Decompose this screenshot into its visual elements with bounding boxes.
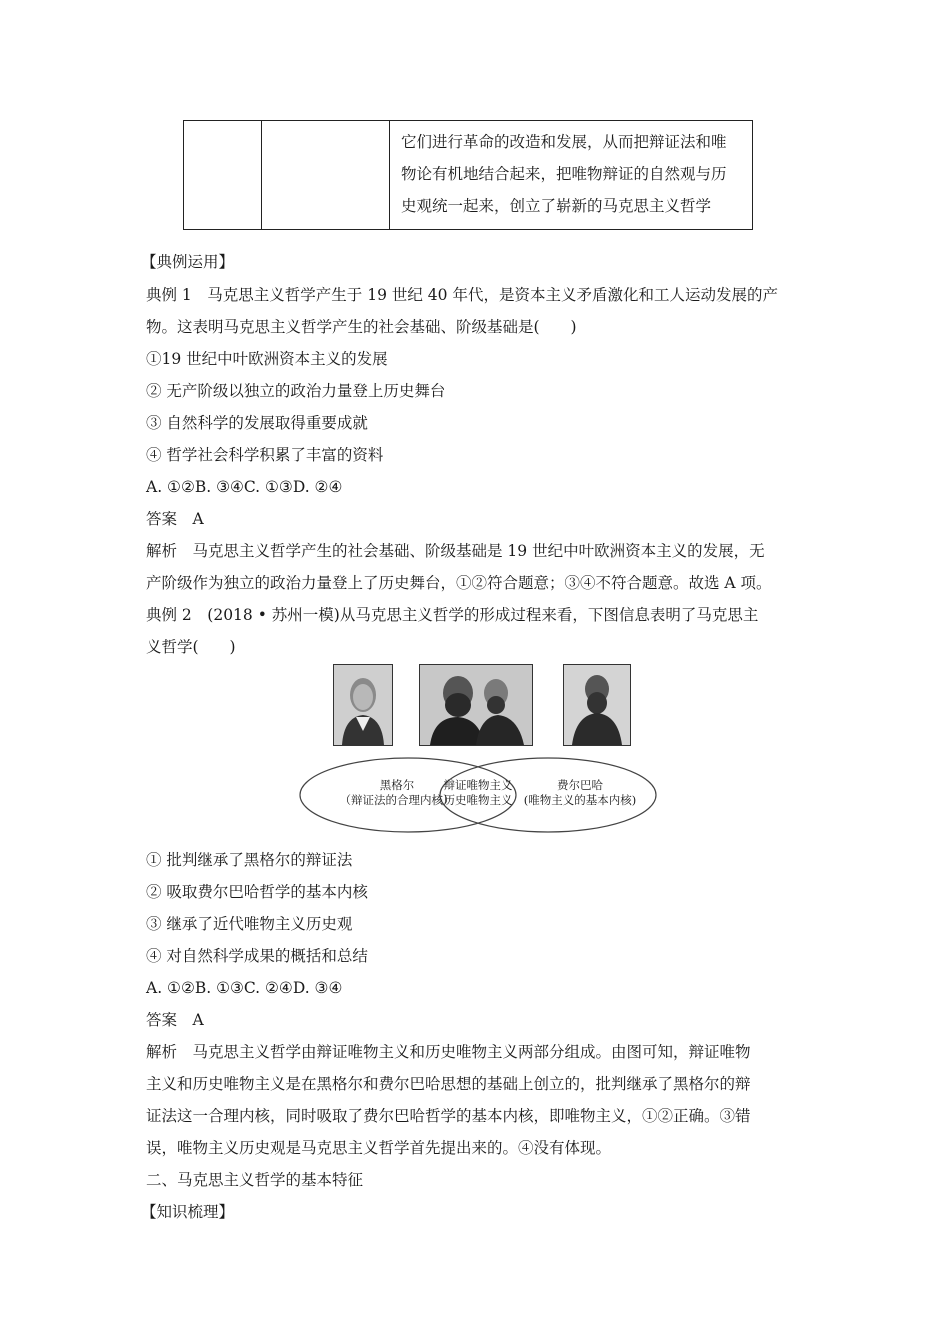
venn-overlap-label [434,778,522,808]
hegel-sub: （辩证法的合理内核） [339,793,455,807]
venn-right-label [510,778,650,808]
hegel-portrait-image [333,664,393,746]
example2-option-2: ② 吸取费尔巴哈哲学的基本内核 [146,883,368,901]
example2-analysis-line2: 主义和历史唯物主义是在黑格尔和费尔巴哈思想的基础上创立的，批判继承了黑格尔的辩 [146,1075,751,1093]
example1-option-4: ④ 哲学社会科学积累了丰富的资料 [146,446,384,464]
feuerbach-portrait-image [563,664,631,746]
example2-option-3: ③ 继承了近代唯物主义历史观 [146,915,353,933]
example2-choices: A. ①②B. ①③C. ②④D. ③④ [146,979,343,997]
feuerbach-sub: (唯物主义的基本内核) [523,793,637,807]
example1-stem-line2: 物。这表明马克思主义哲学产生的社会基础、阶级基础是( ) [146,318,577,336]
example2-analysis-line3: 证法这一合理内核，同时吸取了费尔巴哈哲学的基本内核，即唯物主义，①②正确。③错 [146,1107,751,1125]
section-header-knowledge: 【知识梳理】 [141,1203,235,1221]
section-header-examples: 【典例运用】 [141,253,235,271]
example2-option-1: ① 批判继承了黑格尔的辩证法 [146,851,353,869]
table-cell-empty-1 [184,121,262,230]
example1-option-1: ①19 世纪中叶欧洲资本主义的发展 [146,350,388,368]
overlap-line1: 辩证唯物主义 [443,778,513,792]
example2-analysis-line1: 解析 马克思主义哲学由辩证唯物主义和历史唯物主义两部分组成。由图可知，辩证唯物 [146,1043,751,1061]
table-text-line: 物论有机地结合起来，把唯物辩证的自然观与历 [401,165,727,183]
overlap-line2: 历史唯物主义 [443,793,513,807]
table-text-line: 它们进行革命的改造和发展，从而把辩证法和唯 [401,133,727,151]
example2-option-4: ④ 对自然科学成果的概括和总结 [146,947,368,965]
example1-choices: A. ①②B. ③④C. ①③D. ②④ [146,478,343,496]
table-cell-empty-2 [262,121,390,230]
section2-title: 二、马克思主义哲学的基本特征 [146,1171,364,1189]
example2-answer: 答案 A [146,1011,204,1029]
example1-analysis-line1: 解析 马克思主义哲学产生的社会基础、阶级基础是 19 世纪中叶欧洲资本主义的发展，无 [146,542,765,560]
example1-stem-line1: 典例 1 马克思主义哲学产生于 19 世纪 40 年代，是资本主义矛盾激化和工人运动发展的产 [146,286,778,304]
hegel-name: 黑格尔 [379,778,415,792]
table-cell-content [390,121,753,230]
continuation-table [183,120,753,230]
example2-analysis-line4: 误，唯物主义历史观是马克思主义哲学首先提出来的。④没有体现。 [146,1139,612,1157]
example1-option-2: ② 无产阶级以独立的政治力量登上历史舞台 [146,382,446,400]
venn-diagram [298,756,658,834]
example1-answer: 答案 A [146,510,204,528]
table-text-line: 史观统一起来，创立了崭新的马克思主义哲学 [401,197,712,215]
example1-option-3: ③ 自然科学的发展取得重要成就 [146,414,368,432]
marx-engels-portrait-image [419,664,533,746]
example2-stem-line1: 典例 2 (2018 • 苏州一模)从马克思主义哲学的形成过程来看，下图信息表明了马克思主 [146,606,759,624]
example1-analysis-line2: 产阶级作为独立的政治力量登上了历史舞台，①②符合题意；③④不符合题意。故选 A 项。 [146,574,772,592]
feuerbach-name: 费尔巴哈 [557,778,603,792]
example2-stem-line2: 义哲学( ) [146,638,236,656]
